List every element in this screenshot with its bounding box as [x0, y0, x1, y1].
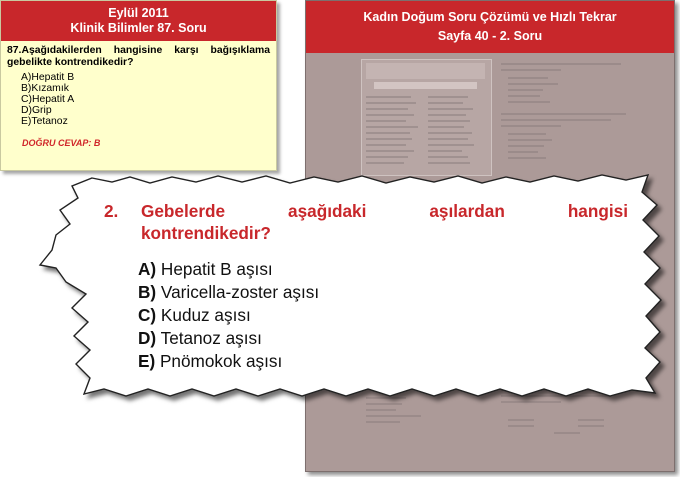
- option-text: Pnömokok aşısı: [155, 351, 283, 371]
- option-letter: E): [138, 351, 156, 371]
- question-word: Gebelerde: [141, 201, 226, 221]
- question-word: aşağıdaki: [288, 201, 367, 221]
- callout-option-a: [138, 258, 628, 281]
- question-word: hangisi: [567, 201, 628, 221]
- correct-answer-label: DOĞRU CEVAP: B: [22, 138, 101, 148]
- book-title: Kadın Doğum Soru Çözümü ve Hızlı Tekrar: [363, 10, 617, 24]
- option-text: Hepatit B aşısı: [156, 259, 273, 279]
- callout-options: [104, 258, 628, 373]
- option-text: Kızamık: [31, 83, 69, 94]
- option-text: Hepatit A: [31, 94, 75, 105]
- option-letter: A): [138, 259, 157, 279]
- option-letter: C): [21, 94, 32, 105]
- callout-question: [104, 200, 628, 244]
- left-card-question: 87.Aşağıdakilerden hangisine karşı bağışıklama gebelikte kontrendikedir?: [7, 45, 270, 68]
- callout-option-d: [138, 327, 628, 350]
- callout-option-e: [138, 350, 628, 373]
- question-number: 2.: [104, 201, 119, 221]
- option-letter: A): [21, 72, 32, 83]
- left-card-title-question: Klinik Bilimler 87. Soru: [70, 21, 207, 35]
- question-line-1: [141, 200, 628, 222]
- left-card-title-year: Eylül 2011: [108, 6, 169, 20]
- question-line-2: kontrendikedir?: [141, 223, 271, 243]
- option-letter: D): [21, 105, 32, 116]
- option-text: Hepatit B: [31, 72, 75, 83]
- question-word: aşılardan: [429, 201, 505, 221]
- option-text: Tetanoz aşısı: [156, 328, 262, 348]
- option-text: Varicella-zoster aşısı: [156, 282, 320, 302]
- option-letter: B): [21, 83, 32, 94]
- callout-content: [104, 200, 628, 373]
- option-letter: E): [21, 116, 32, 127]
- option-letter: C): [138, 305, 157, 325]
- option-text: Kuduz aşısı: [156, 305, 251, 325]
- option-letter: B): [138, 282, 157, 302]
- option-letter: D): [138, 328, 157, 348]
- option-text: Tetanoz: [31, 116, 68, 127]
- book-page-reference: Sayfa 40 - 2. Soru: [437, 29, 543, 43]
- callout-option-b: [138, 281, 628, 304]
- option-text: Grip: [31, 105, 52, 116]
- callout-option-c: [138, 304, 628, 327]
- question-text: [141, 200, 628, 244]
